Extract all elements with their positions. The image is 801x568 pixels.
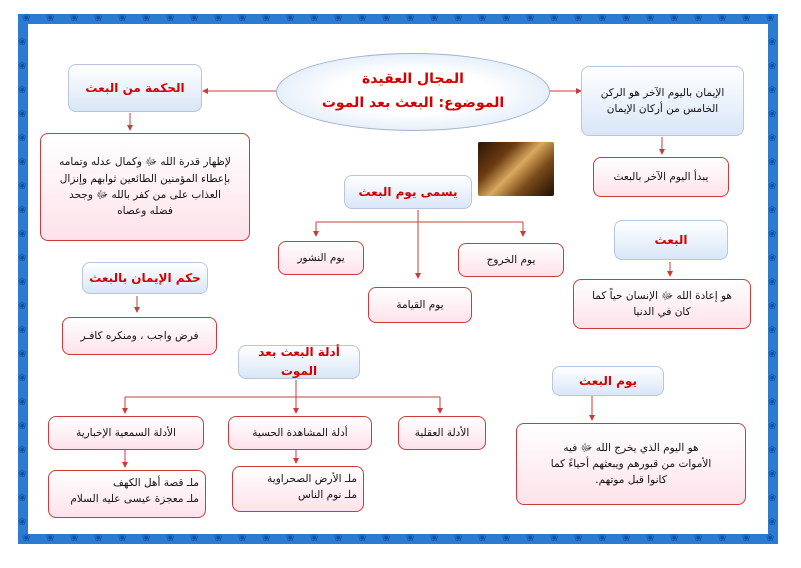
- wisdom-text-box: [40, 133, 250, 241]
- day-line-3: كانوا قبل موتهم.: [595, 474, 667, 487]
- frame-ornament-icon: ❀: [118, 533, 127, 544]
- frame-ornament-icon: ❀: [768, 277, 777, 288]
- frame-ornament-icon: ❀: [18, 469, 27, 480]
- frame-ornament-icon: ❀: [550, 533, 559, 544]
- wisdom-title-box: [68, 64, 202, 112]
- frame-ornament-icon: ❀: [768, 493, 777, 504]
- observational-examples-box: [232, 466, 364, 512]
- evidence-title: أدلة البعث بعد الموت: [258, 345, 340, 378]
- frame-ornament-icon: ❀: [18, 109, 27, 120]
- frame-ornament-icon: ❀: [768, 253, 777, 264]
- frame-ornament-icon: ❀: [766, 533, 775, 544]
- rational-evidence: الأدلة العقلية: [414, 426, 470, 439]
- frame-ornament-icon: ❀: [22, 533, 31, 544]
- frame-ornament-icon: ❀: [598, 13, 607, 24]
- frame-ornament-icon: ❀: [694, 533, 703, 544]
- frame-ornament-icon: ❀: [454, 533, 463, 544]
- frame-ornament-icon: ❀: [766, 13, 775, 24]
- wisdom-title: الحكمة من البعث: [85, 80, 185, 95]
- frame-ornament-icon: ❀: [70, 13, 79, 24]
- frame-ornament-icon: ❀: [18, 157, 27, 168]
- frame-ornament-icon: ❀: [768, 301, 777, 312]
- frame-ornament-icon: ❀: [358, 533, 367, 544]
- scr-example-1: ملـ قصة أهل الكهف: [113, 477, 199, 489]
- frame-ornament-icon: ❀: [262, 533, 271, 544]
- frame-ornament-icon: ❀: [190, 13, 199, 24]
- frame-ornament-icon: ❀: [622, 13, 631, 24]
- resurrection-def-box: [573, 279, 751, 329]
- wisdom-line-2: بإعطاء المؤمنين الطائعين ثوابهم وإنزال: [59, 172, 231, 185]
- frame-ornament-icon: ❀: [670, 13, 679, 24]
- names-title: يسمى يوم البعث: [358, 184, 458, 199]
- frame-ornament-icon: ❀: [286, 13, 295, 24]
- frame-ornament-icon: ❀: [18, 421, 27, 432]
- frame-ornament-icon: ❀: [718, 13, 727, 24]
- frame-ornament-icon: ❀: [46, 533, 55, 544]
- frame-ornament-icon: ❀: [768, 373, 777, 384]
- frame-ornament-icon: ❀: [214, 533, 223, 544]
- frame-ornament-icon: ❀: [310, 13, 319, 24]
- frame-ornament-icon: ❀: [18, 253, 27, 264]
- rational-evidence-box: [398, 416, 486, 450]
- frame-ornament-icon: ❀: [622, 533, 631, 544]
- obs-example-2: ملـ نوم الناس: [297, 489, 357, 502]
- frame-ornament-icon: ❀: [768, 397, 777, 408]
- frame-ornament-icon: ❀: [574, 533, 583, 544]
- name-khuruj-box: [458, 243, 564, 277]
- frame-ornament-icon: ❀: [18, 397, 27, 408]
- frame-ornament-icon: ❀: [70, 533, 79, 544]
- ruling-text: فرض واجب ، ومنكره كافـر: [80, 329, 199, 342]
- frame-ornament-icon: ❀: [142, 533, 151, 544]
- resurrection-line-2: كان في الدنيا: [633, 306, 691, 318]
- observational-evidence-box: [228, 416, 372, 450]
- frame-ornament-icon: ❀: [718, 533, 727, 544]
- frame-ornament-icon: ❀: [742, 533, 751, 544]
- frame-ornament-icon: ❀: [768, 421, 777, 432]
- name-qiyama-box: [368, 287, 472, 323]
- evidence-title-box: [238, 345, 360, 379]
- frame-ornament-icon: ❀: [526, 533, 535, 544]
- frame-ornament-icon: ❀: [768, 181, 777, 192]
- frame-ornament-icon: ❀: [768, 517, 777, 528]
- resurrection-line-1: هو إعادة الله ﷻ الإنسان حياً كما: [592, 289, 732, 302]
- obs-example-1: ملـ الأرض الصحراوية: [267, 473, 357, 485]
- frame-ornament-icon: ❀: [18, 205, 27, 216]
- frame-ornament-icon: ❀: [142, 13, 151, 24]
- day-def-box: [516, 423, 746, 505]
- faith-line-1: الإيمان باليوم الآخر هو الركن: [600, 86, 725, 99]
- scr-example-2: ملـ معجزة عيسى عليه السلام: [70, 493, 199, 506]
- day-line-2: الأموات من قبورهم ويبعثهم أحياءً كما: [550, 457, 712, 470]
- frame-ornament-icon: ❀: [768, 325, 777, 336]
- frame-ornament-icon: ❀: [768, 229, 777, 240]
- frame-ornament-icon: ❀: [18, 301, 27, 312]
- frame-ornament-icon: ❀: [18, 133, 27, 144]
- subject-label: المجال العقيدة: [362, 71, 464, 88]
- name-khuruj: يوم الخروج: [486, 253, 536, 266]
- frame-ornament-icon: ❀: [768, 205, 777, 216]
- ruling-title: حكم الإيمان بالبعث: [89, 270, 201, 285]
- frame-ornament-icon: ❀: [190, 533, 199, 544]
- topic-label: الموضوع: البعث بعد الموت: [321, 95, 505, 111]
- frame-ornament-icon: ❀: [382, 533, 391, 544]
- frame-ornament-icon: ❀: [768, 37, 777, 48]
- quran-book-image: [478, 142, 554, 196]
- frame-ornament-icon: ❀: [94, 533, 103, 544]
- day-line-1: هو اليوم الذي يخرج الله ﷻ فيه: [563, 441, 699, 454]
- frame-ornament-icon: ❀: [166, 13, 175, 24]
- scriptural-examples-box: [48, 470, 206, 518]
- name-nushur-box: [278, 241, 364, 275]
- frame-ornament-icon: ❀: [646, 13, 655, 24]
- frame-ornament-icon: ❀: [214, 13, 223, 24]
- frame-ornament-icon: ❀: [18, 373, 27, 384]
- wisdom-line-3: العذاب على من كفر بالله ﷻ وجحد: [69, 189, 221, 201]
- frame-ornament-icon: ❀: [550, 13, 559, 24]
- frame-ornament-icon: ❀: [18, 493, 27, 504]
- wisdom-line-4: فضله وعصاه: [117, 205, 173, 218]
- begins-box: [593, 157, 729, 197]
- frame-ornament-icon: ❀: [768, 133, 777, 144]
- frame-ornament-icon: ❀: [454, 13, 463, 24]
- frame-ornament-icon: ❀: [18, 517, 27, 528]
- frame-ornament-icon: ❀: [406, 533, 415, 544]
- observational-evidence: أدلة المشاهدة الحسية: [252, 426, 348, 439]
- frame-ornament-icon: ❀: [286, 533, 295, 544]
- begins-text: يبدأ اليوم الآخر بالبعث: [613, 170, 709, 183]
- frame-ornament-icon: ❀: [358, 13, 367, 24]
- frame-ornament-icon: ❀: [646, 533, 655, 544]
- frame-ornament-icon: ❀: [406, 13, 415, 24]
- frame-ornament-icon: ❀: [502, 13, 511, 24]
- frame-ornament-icon: ❀: [768, 469, 777, 480]
- faith-line-2: الخامس من أركان الإيمان: [606, 103, 719, 115]
- frame-ornament-icon: ❀: [430, 533, 439, 544]
- frame-ornament-icon: ❀: [22, 13, 31, 24]
- resurrection-title-box: [614, 220, 728, 260]
- frame-ornament-icon: ❀: [694, 13, 703, 24]
- frame-ornament-icon: ❀: [478, 533, 487, 544]
- frame-ornament-icon: ❀: [430, 13, 439, 24]
- frame-ornament-icon: ❀: [166, 533, 175, 544]
- scriptural-evidence: الأدلة السمعية الإخبارية: [76, 426, 176, 439]
- frame-ornament-icon: ❀: [768, 157, 777, 168]
- frame-ornament-icon: ❀: [18, 229, 27, 240]
- wisdom-line-1: لإظهار قدرة الله ﷻ وكمال عدله وتمامه: [59, 156, 231, 169]
- frame-ornament-icon: ❀: [768, 61, 777, 72]
- frame-ornament-icon: ❀: [94, 13, 103, 24]
- frame-ornament-icon: ❀: [670, 533, 679, 544]
- frame-ornament-icon: ❀: [118, 13, 127, 24]
- ruling-title-box: [82, 262, 208, 294]
- frame-ornament-icon: ❀: [382, 13, 391, 24]
- frame-ornament-icon: ❀: [768, 109, 777, 120]
- frame-ornament-icon: ❀: [18, 181, 27, 192]
- frame-ornament-icon: ❀: [18, 61, 27, 72]
- frame-ornament-icon: ❀: [768, 85, 777, 96]
- name-qiyama: يوم القيامة: [396, 298, 444, 311]
- frame-ornament-icon: ❀: [478, 13, 487, 24]
- ruling-text-box: [62, 317, 217, 355]
- frame-ornament-icon: ❀: [18, 277, 27, 288]
- frame-ornament-icon: ❀: [238, 13, 247, 24]
- frame-ornament-icon: ❀: [18, 325, 27, 336]
- frame-ornament-icon: ❀: [238, 533, 247, 544]
- frame-ornament-icon: ❀: [334, 13, 343, 24]
- frame-ornament-icon: ❀: [262, 13, 271, 24]
- faith-box: [581, 66, 744, 136]
- frame-ornament-icon: ❀: [334, 533, 343, 544]
- frame-ornament-icon: ❀: [18, 37, 27, 48]
- frame-ornament-icon: ❀: [768, 445, 777, 456]
- resurrection-title: البعث: [654, 232, 688, 247]
- frame-ornament-icon: ❀: [768, 349, 777, 360]
- frame-ornament-icon: ❀: [18, 85, 27, 96]
- frame-ornament-icon: ❀: [574, 13, 583, 24]
- frame-ornament-icon: ❀: [46, 13, 55, 24]
- frame-ornament-icon: ❀: [526, 13, 535, 24]
- name-nushur: يوم النشور: [297, 251, 345, 264]
- frame-ornament-icon: ❀: [18, 445, 27, 456]
- scriptural-evidence-box: [48, 416, 204, 450]
- frame-ornament-icon: ❀: [18, 349, 27, 360]
- day-title: يوم البعث: [579, 373, 637, 388]
- frame-ornament-icon: ❀: [742, 13, 751, 24]
- day-title-box: [552, 366, 664, 396]
- frame-ornament-icon: ❀: [310, 533, 319, 544]
- frame-ornament-icon: ❀: [502, 533, 511, 544]
- names-title-box: [344, 175, 472, 209]
- topic-ellipse: [276, 53, 550, 131]
- frame-ornament-icon: ❀: [598, 533, 607, 544]
